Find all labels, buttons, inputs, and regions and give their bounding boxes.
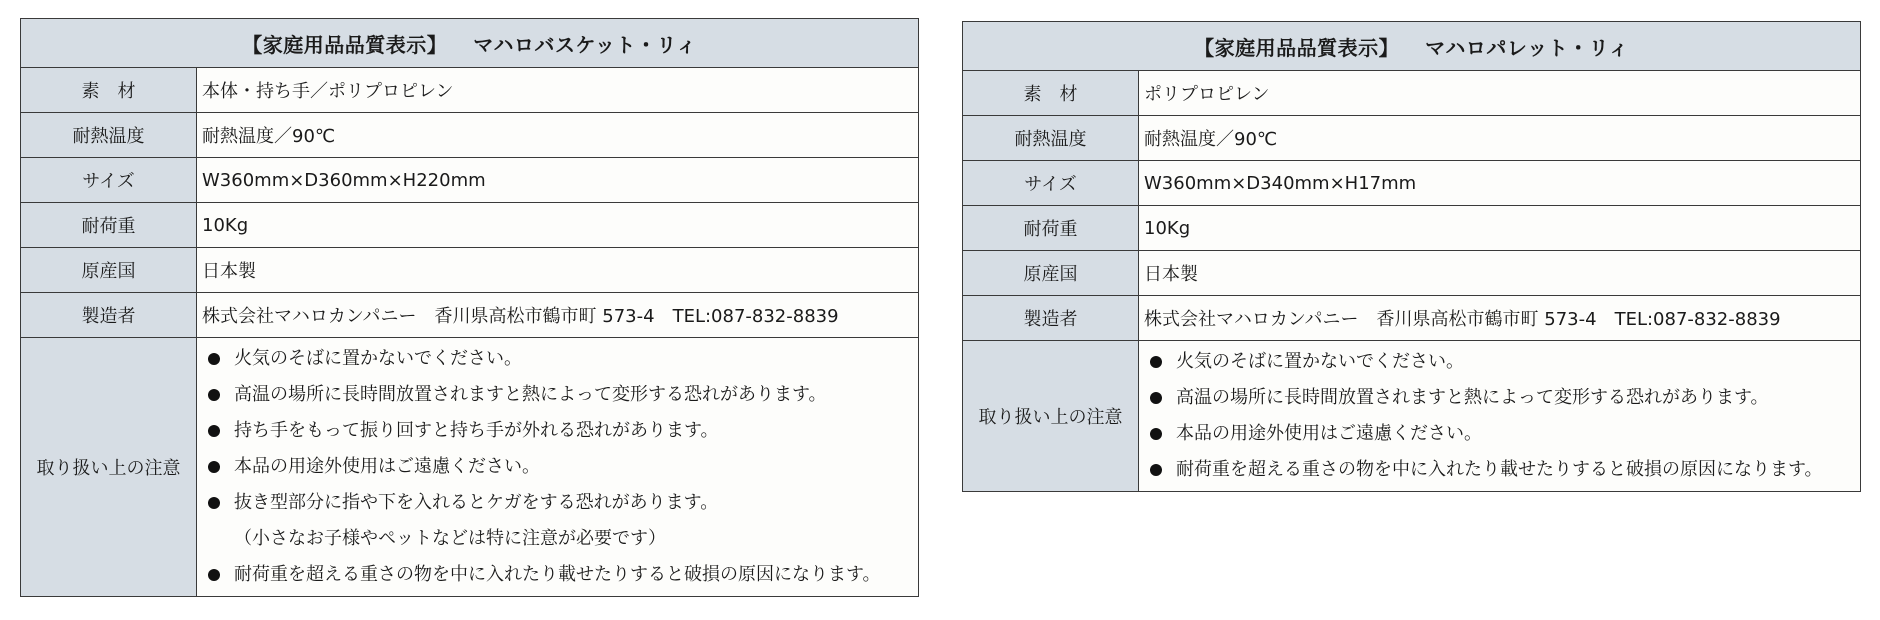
table-row-material — [963, 71, 1861, 116]
table-row-heat-resistance — [963, 116, 1861, 161]
list-item: 抜き型部分に指や下を入れるとケガをする恐れがあります。 — [202, 485, 918, 521]
row-value: 株式会社マハロカンパニー 香川県高松市鶴市町 573-4 TEL:087-832-8839 — [1139, 296, 1861, 341]
table-row-size — [21, 158, 919, 203]
table-row-manufacturer — [21, 293, 919, 338]
list-item: 本品の用途外使用はご遠慮ください。 — [1144, 416, 1860, 452]
row-label: 耐熱温度 — [21, 113, 197, 158]
notes-list — [202, 338, 918, 596]
list-item: 高温の場所に長時間放置されますと熱によって変形する恐れがあります。 — [1144, 380, 1860, 416]
quality-table-pallet — [962, 21, 1861, 492]
bullet-icon — [208, 461, 220, 473]
bullet-icon — [208, 569, 220, 581]
row-value: 10Kg — [197, 203, 919, 248]
bullet-icon — [1150, 428, 1162, 440]
table-row-load-capacity — [21, 203, 919, 248]
bullet-icon — [1150, 392, 1162, 404]
row-label: 取り扱い上の注意 — [963, 341, 1139, 492]
bullet-icon — [1150, 356, 1162, 368]
title-bracket-label: 【家庭用品品質表示】 — [1194, 35, 1400, 60]
list-item: 高温の場所に長時間放置されますと熱によって変形する恐れがあります。 — [202, 377, 918, 413]
row-value: 日本製 — [1139, 251, 1861, 296]
row-label: 耐荷重 — [963, 206, 1139, 251]
table-row-handling-notes — [21, 338, 919, 597]
list-item-note: （小さなお子様やペットなどは特に注意が必要です） — [234, 528, 666, 549]
bullet-icon — [1150, 464, 1162, 476]
row-label: 製造者 — [963, 296, 1139, 341]
bullet-icon — [208, 425, 220, 437]
row-label: サイズ — [963, 161, 1139, 206]
list-item: 持ち手をもって振り回すと持ち手が外れる恐れがあります。 — [202, 413, 918, 449]
row-value: 本体・持ち手／ポリプロピレン — [197, 68, 919, 113]
row-label: 素 材 — [21, 68, 197, 113]
product-name: マハロバスケット・リィ — [473, 32, 697, 57]
table-title — [21, 19, 919, 68]
quality-table-basket — [20, 18, 919, 597]
row-label: 取り扱い上の注意 — [21, 338, 197, 597]
bullet-icon — [208, 353, 220, 365]
row-value: W360mm×D340mm×H17mm — [1139, 161, 1861, 206]
notes-cell — [1139, 341, 1861, 492]
row-label: 耐熱温度 — [963, 116, 1139, 161]
row-label: サイズ — [21, 158, 197, 203]
row-value: 耐熱温度／90℃ — [197, 113, 919, 158]
row-value: 株式会社マハロカンパニー 香川県高松市鶴市町 573-4 TEL:087-832-8839 — [197, 293, 919, 338]
row-value: 10Kg — [1139, 206, 1861, 251]
row-label: 製造者 — [21, 293, 197, 338]
row-label: 素 材 — [963, 71, 1139, 116]
row-label: 原産国 — [963, 251, 1139, 296]
list-item: 耐荷重を超える重さの物を中に入れたり載せたりすると破損の原因になります。 — [1144, 452, 1860, 488]
table-row-handling-notes — [963, 341, 1861, 492]
table-row-heat-resistance — [21, 113, 919, 158]
row-value: 耐熱温度／90℃ — [1139, 116, 1861, 161]
row-value: 日本製 — [197, 248, 919, 293]
table-row-material — [21, 68, 919, 113]
list-item: 耐荷重を超える重さの物を中に入れたり載せたりすると破損の原因になります。 — [202, 557, 918, 593]
table-row-origin — [21, 248, 919, 293]
list-item: 火気のそばに置かないでください。 — [202, 341, 918, 377]
notes-cell — [197, 338, 919, 597]
table-row-size — [963, 161, 1861, 206]
row-value: W360mm×D360mm×H220mm — [197, 158, 919, 203]
list-item: 火気のそばに置かないでください。 — [1144, 344, 1860, 380]
notes-list — [1144, 341, 1860, 491]
title-bracket-label: 【家庭用品品質表示】 — [242, 32, 448, 57]
list-item: 本品の用途外使用はご遠慮ください。 — [202, 449, 918, 485]
row-value: ポリプロピレン — [1139, 71, 1861, 116]
table-row-load-capacity — [963, 206, 1861, 251]
table-row-origin — [963, 251, 1861, 296]
table-title — [963, 22, 1861, 71]
row-label: 耐荷重 — [21, 203, 197, 248]
product-name: マハロパレット・リィ — [1425, 35, 1629, 60]
bullet-icon — [208, 389, 220, 401]
bullet-icon — [208, 497, 220, 509]
table-row-manufacturer — [963, 296, 1861, 341]
row-label: 原産国 — [21, 248, 197, 293]
